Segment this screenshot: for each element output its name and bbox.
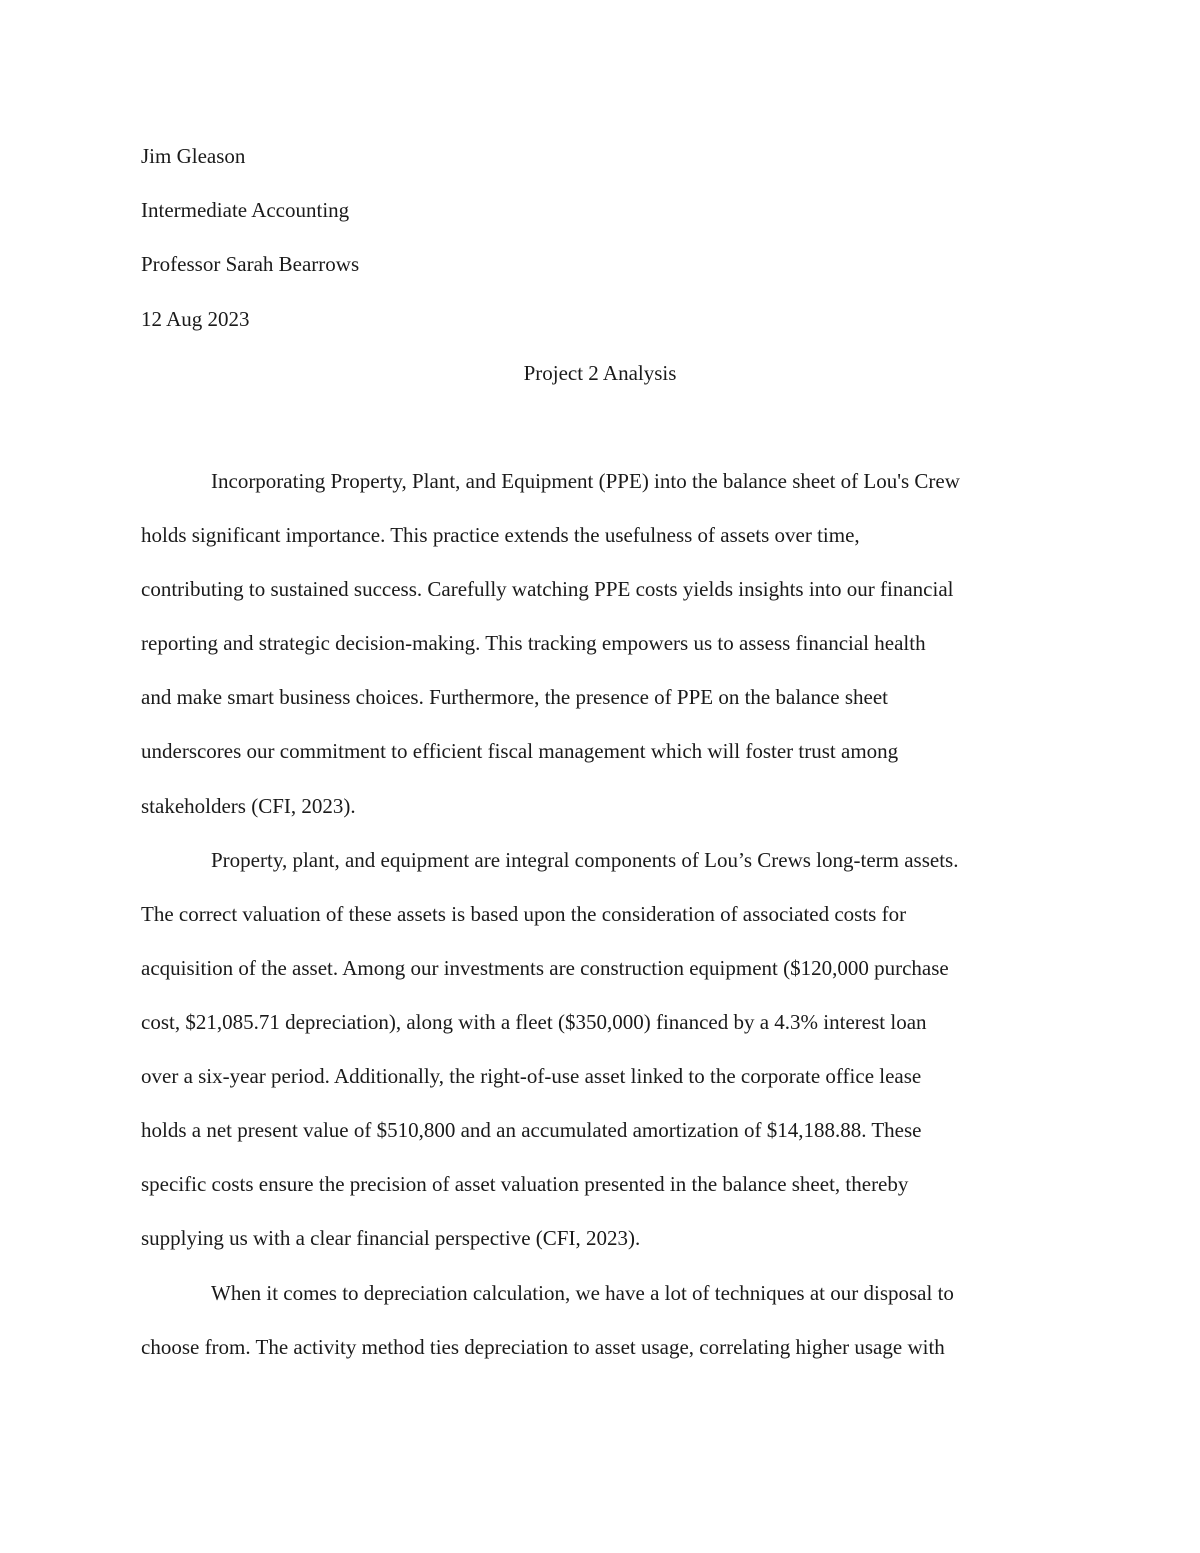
- document-title: Project 2 Analysis: [523, 361, 677, 385]
- paragraph-1-line-3: contributing to sustained success. Carefully watching PPE costs yields insights into our financial: [141, 577, 954, 601]
- paragraph-1-line-5: and make smart business choices. Furthermore, the presence of PPE on the balance sheet: [141, 685, 889, 709]
- professor-name: Professor Sarah Bearrows: [141, 252, 360, 276]
- course-name: Intermediate Accounting: [141, 198, 350, 222]
- paragraph-1-line-7: stakeholders (CFI, 2023).: [141, 794, 356, 818]
- paragraph-2-line-6: holds a net present value of $510,800 and an accumulated amortization of $14,188.88. These: [141, 1118, 922, 1142]
- paragraph-2-line-1: Property, plant, and equipment are integral components of Lou’s Crews long-term assets.: [211, 848, 959, 872]
- paragraph-2-line-4: cost, $21,085.71 depreciation), along with a fleet ($350,000) financed by a 4.3% interest loan: [141, 1010, 927, 1034]
- paragraph-2-line-8: supplying us with a clear financial perspective (CFI, 2023).: [141, 1226, 641, 1250]
- paragraph-2-line-7: specific costs ensure the precision of asset valuation presented in the balance sheet, thereby: [141, 1172, 909, 1196]
- paragraph-1-line-1: Incorporating Property, Plant, and Equipment (PPE) into the balance sheet of Lou's Crew: [211, 469, 960, 493]
- paragraph-2-line-5: over a six-year period. Additionally, the right-of-use asset linked to the corporate office lease: [141, 1064, 922, 1088]
- paragraph-1-line-2: holds significant importance. This practice extends the usefulness of assets over time,: [141, 523, 860, 547]
- paragraph-1-line-4: reporting and strategic decision-making. This tracking empowers us to assess financial health: [141, 631, 926, 655]
- paragraph-2-line-3: acquisition of the asset. Among our investments are construction equipment ($120,000 purchase: [141, 956, 949, 980]
- author-name: Jim Gleason: [141, 144, 246, 168]
- document-date: 12 Aug 2023: [141, 307, 250, 331]
- paragraph-3-line-1: When it comes to depreciation calculation, we have a lot of techniques at our disposal to: [211, 1281, 954, 1305]
- paragraph-2-line-2: The correct valuation of these assets is based upon the consideration of associated costs for: [141, 902, 907, 926]
- paragraph-1-line-6: underscores our commitment to efficient fiscal management which will foster trust among: [141, 739, 899, 763]
- paragraph-3-line-2: choose from. The activity method ties depreciation to asset usage, correlating higher usage with: [141, 1335, 945, 1359]
